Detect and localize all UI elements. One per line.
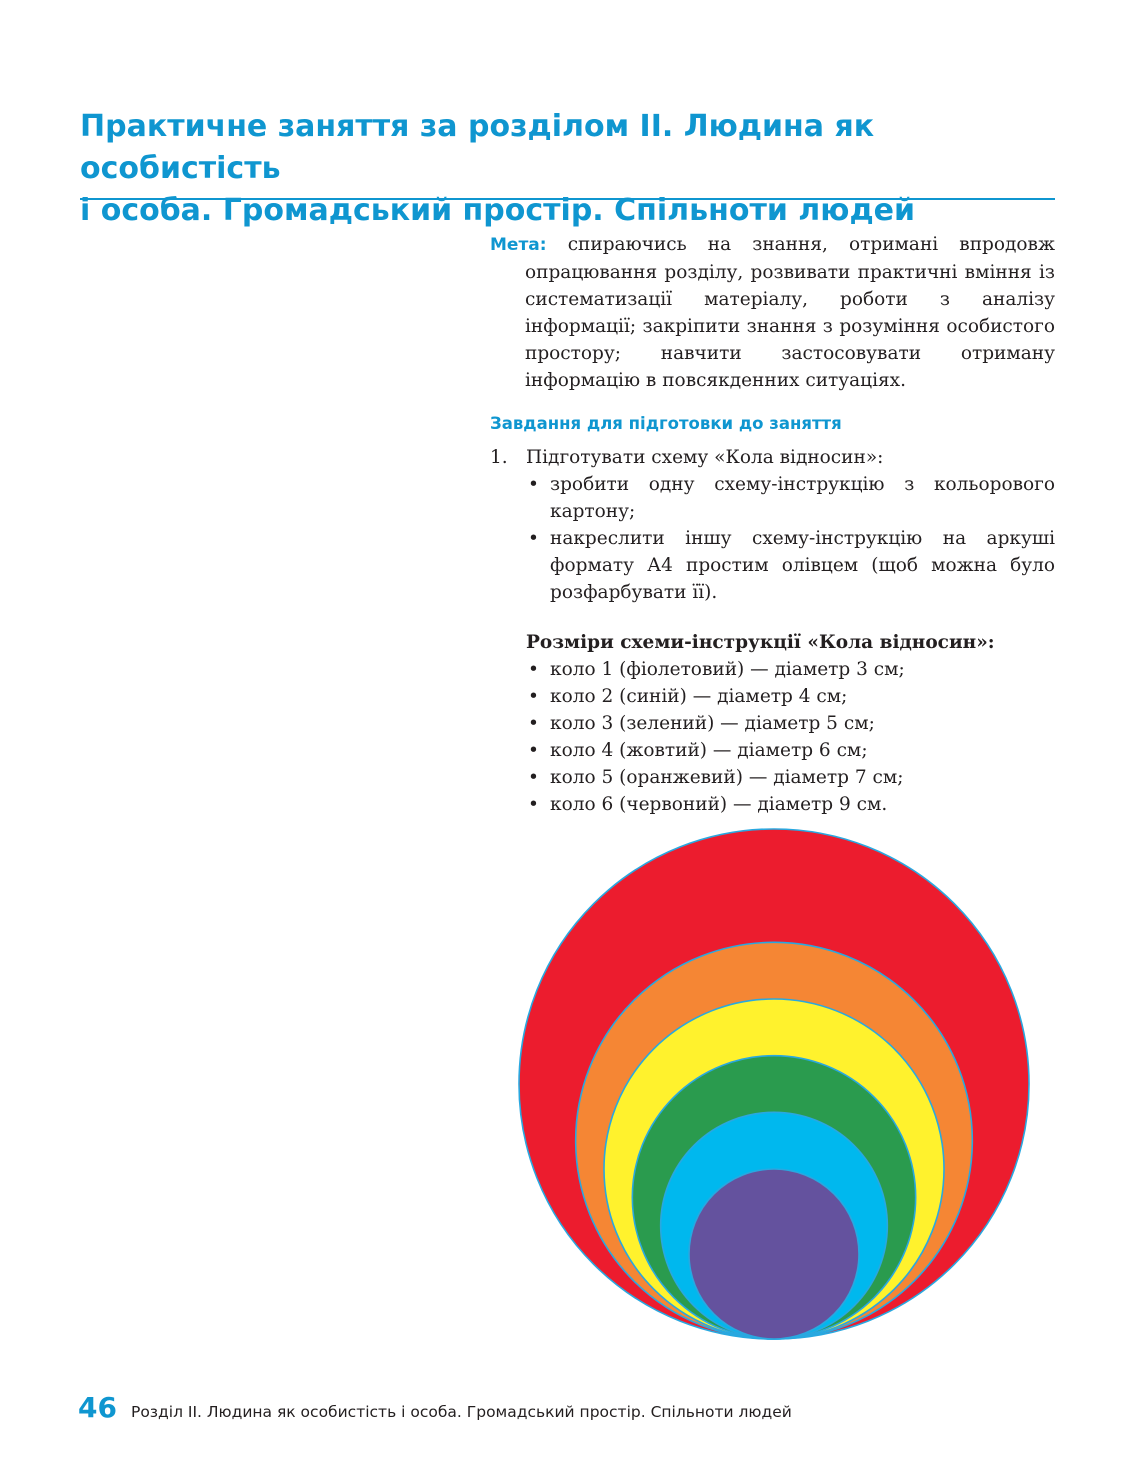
prep-heading: Завдання для підготовки до заняття [490,414,842,433]
page-title [80,106,1060,232]
lesson-content [490,231,1055,818]
task-item [490,444,1055,606]
task-number: 1. [490,447,508,468]
task-text: Підготувати схему «Кола відносин»: [526,447,884,468]
task-bullet: • накреслити іншу схему-інструкцію на аркуші формату А4 простим олівцем (щоб можна було розфарбувати її). [526,525,1055,606]
sizes-title: Розміри схеми-інструкції «Кола відносин»: [526,632,995,653]
task-bullet: • зробити одну схему-інструкцію з кольорового картону; [526,471,1055,525]
circle-1 [689,1169,859,1339]
task-bullet-list [526,471,1055,606]
size-item: • коло 6 (червоний) — діаметр 9 см. [526,791,1055,818]
size-item: • коло 5 (оранжевий) — діаметр 7 см; [526,764,1055,791]
size-item: • коло 1 (фіолетовий) — діаметр 3 см; [526,656,1055,683]
size-item: • коло 2 (синій) — діаметр 4 см; [526,683,1055,710]
size-item: • коло 3 (зелений) — діаметр 5 см; [526,710,1055,737]
page-title-line-2: і особа. Громадський простір. Спільноти людей [80,193,916,228]
goal-paragraph [490,231,1055,394]
goal-text: спираючись на знання, отримані впродовж опрацювання розділу, розвивати практичні вміння із систематизації матеріалу, роботи з аналізу інформації; закріпити знання з розуміння особистого простору; навчити застосовувати отриману інформацію в повсякденних ситуаціях. [525,234,1055,391]
sizes-list [526,656,1055,818]
title-divider [80,198,1055,200]
size-item: • коло 4 (жовтий) — діаметр 6 см; [526,737,1055,764]
page-footer [78,1391,792,1431]
sizes-block [526,629,1055,818]
page-title-line-1: Практичне заняття за розділом ІІ. Людина як особистість [80,109,875,186]
page-number: 46 [78,1391,117,1424]
running-head: Розділ ІІ. Людина як особистість і особа. Громадський простір. Спільноти людей [130,1403,792,1421]
goal-label: Мета: [490,235,547,255]
task-body [526,444,1055,606]
relationship-circles-diagram [517,828,1031,1342]
